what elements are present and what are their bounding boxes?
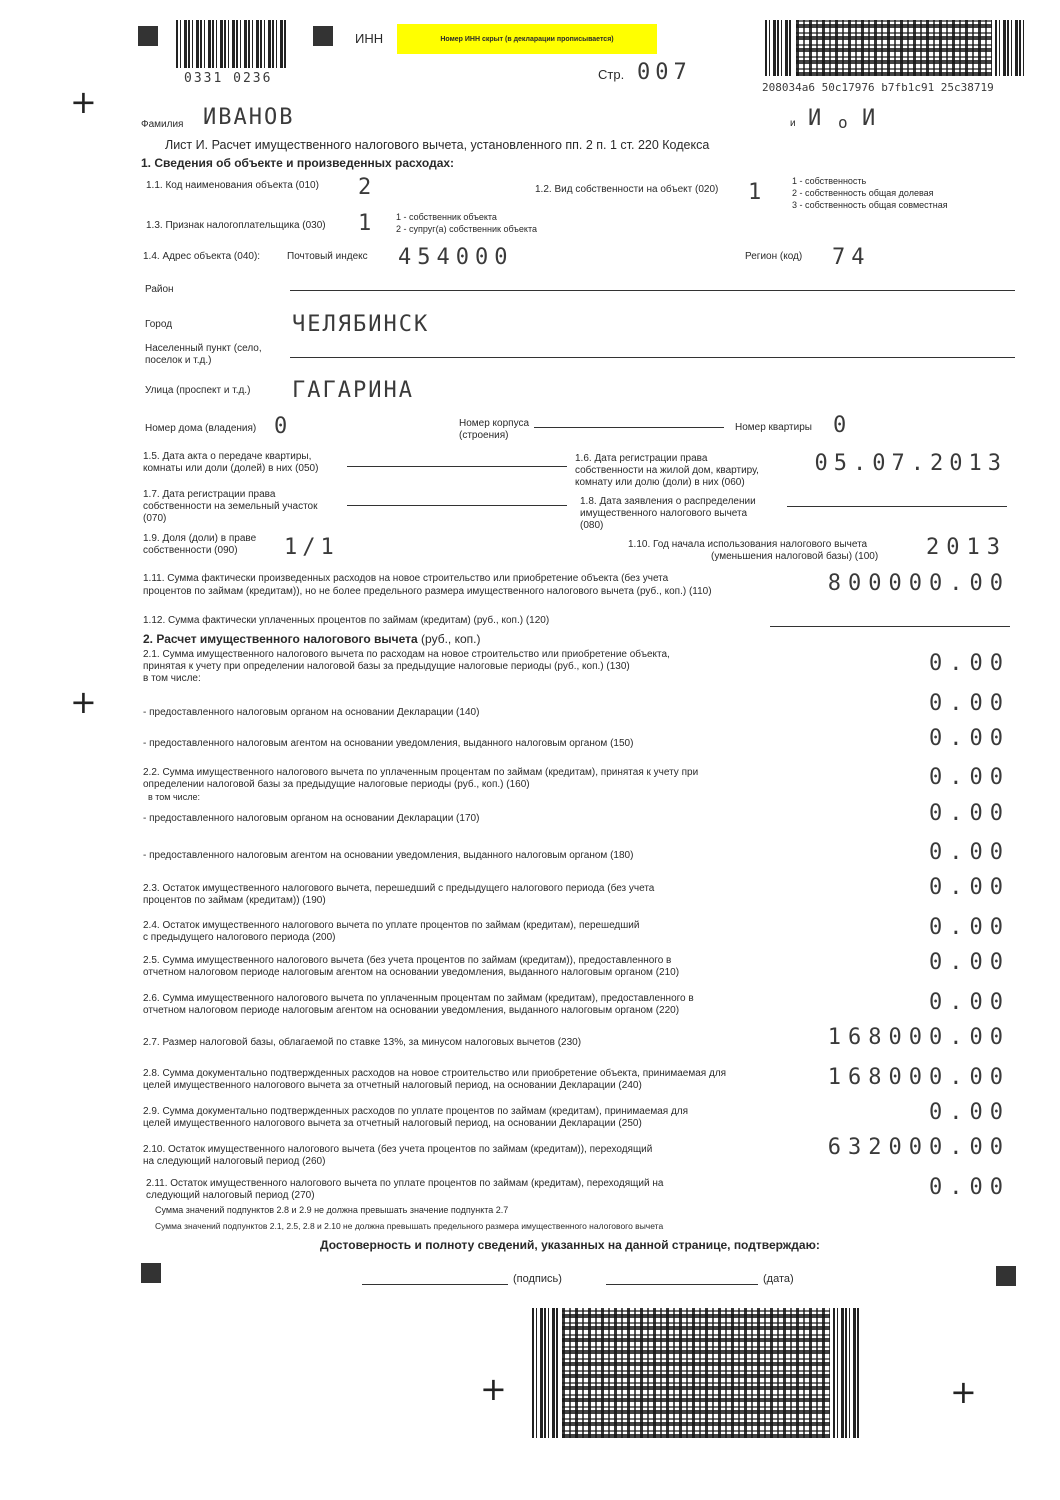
building-input-line[interactable] [534, 427, 724, 428]
initials-label: и [790, 118, 796, 129]
street-value: ГАГАРИНА [292, 378, 414, 403]
field-1-2-label: 1.2. Вид собственности на объект (020) [535, 184, 719, 195]
field-1-5-input-line[interactable] [347, 466, 567, 467]
confirmation-statement: Достоверность и полноту сведений, указанных на данной странице, подтверждаю: [320, 1238, 820, 1252]
header-2d-barcode-right-strip [995, 20, 1027, 76]
header-2d-barcode [796, 20, 992, 76]
postal-code-value: 454000 [398, 245, 514, 270]
field-2-2-value: 0.00 [929, 765, 1010, 790]
house-value: 0 [274, 414, 288, 439]
initial-1: И [808, 106, 822, 131]
field-2-1-label-line-3: в том числе: [143, 673, 201, 684]
field-1-7-label-line-3: (070) [143, 513, 167, 524]
field-2-11-value: 0.00 [929, 1175, 1010, 1200]
settlement-label-line-1: Населенный пункт (село, [145, 343, 262, 354]
field-150-label: - предоставленного налоговым агентом на основании уведомления, выданного налоговым органом (150) [143, 738, 634, 749]
field-2-1-value: 0.00 [929, 651, 1010, 676]
region-value: 74 [832, 245, 871, 270]
field-2-6-label-line-1: 2.6. Сумма имущественного налогового вычета по уплаченным процентам по займам (кредитам), предоставленного в [143, 993, 694, 1004]
field-1-1-value: 2 [358, 175, 372, 200]
field-1-2-option-3: 3 - собственность общая совместная [792, 200, 948, 210]
header-2d-barcode-left-strip [765, 20, 793, 76]
settlement-label-line-2: поселок и т.д.) [145, 355, 212, 366]
field-2-11-label-line-1: 2.11. Остаток имущественного налогового вычета по уплате процентов по займам (кредитам), переходящий на [146, 1178, 664, 1189]
field-2-9-value: 0.00 [929, 1100, 1010, 1125]
building-label-line-2: (строения) [459, 430, 509, 441]
field-2-7-value: 168000.00 [827, 1025, 1010, 1050]
page-label: Стр. [598, 67, 625, 82]
crosshair-mark-middle-left: + [70, 683, 97, 721]
region-label: Регион (код) [745, 251, 803, 262]
field-1-3-label: 1.3. Признак налогоплательщика (030) [146, 220, 326, 231]
field-150-value: 0.00 [929, 726, 1010, 751]
footer-2d-barcode [562, 1308, 830, 1438]
surname-label: Фамилия [141, 119, 184, 130]
field-2-5-value: 0.00 [929, 950, 1010, 975]
validation-note-2: Сумма значений подпунктов 2.1, 2.5, 2.8 и 2.10 не должна превышать предельного размера имущественного налогового вычета [155, 1221, 664, 1231]
field-1-12-label: 1.12. Сумма фактически уплаченных процентов по займам (кредитам) (руб., коп.) (120) [143, 615, 550, 626]
field-2-4-value: 0.00 [929, 915, 1010, 940]
field-1-11-label-line-1: 1.11. Сумма фактически произведенных расходов на новое строительство или приобретение объекта (без учета [143, 573, 669, 584]
crosshair-mark-bottom-center: + [480, 1370, 507, 1408]
field-1-2-option-1: 1 - собственность [792, 176, 867, 186]
house-label: Номер дома (владения) [145, 423, 257, 434]
initial-separator: о [838, 113, 848, 132]
city-label: Город [145, 319, 173, 330]
registration-mark-bottom-left [141, 1263, 161, 1283]
field-2-9-label-line-2: целей имущественного налогового вычета за отчетный налоговый период, на основании Декларации (250) [143, 1118, 642, 1129]
field-2-5-label-line-1: 2.5. Сумма имущественного налогового вычета (без учета процентов по займам (кредитам)), предоставленного в [143, 955, 672, 966]
field-140-value: 0.00 [929, 691, 1010, 716]
field-1-8-label-line-3: (080) [580, 520, 604, 531]
validation-note-1: Сумма значений подпунктов 2.8 и 2.9 не должна превышать значение подпункта 2.7 [155, 1205, 509, 1215]
district-input-line[interactable] [290, 290, 1015, 291]
field-2-8-label-line-1: 2.8. Сумма документально подтвержденных расходов на новое строительство или приобретение объекта, принимаемая для [143, 1068, 727, 1079]
sheet-title: Лист И. Расчет имущественного налогового вычета, установленного пп. 2 п. 1 ст. 220 Кодекса [165, 138, 710, 152]
field-1-3-option-1: 1 - собственник объекта [396, 212, 497, 222]
field-2-10-value: 632000.00 [827, 1135, 1010, 1160]
inn-hidden-note-text: Номер ИНН скрыт (в декларации прописывается) [440, 35, 614, 43]
settlement-input-line[interactable] [290, 357, 1015, 358]
field-1-3-value: 1 [358, 211, 372, 236]
crosshair-mark-top-left: + [70, 83, 97, 121]
document-hash: 208034a6 50c17976 b7fb1c91 25c38719 [762, 81, 994, 94]
field-2-5-label-line-2: отчетном налоговом периоде налоговым агентом на основании уведомления, выданного налоговым органом (210) [143, 967, 680, 978]
registration-mark-top-left [138, 26, 158, 46]
field-2-6-label-line-2: отчетном налоговом периоде налоговым агентом на основании уведомления, выданного налоговым органом (220) [143, 1005, 680, 1016]
field-1-11-label-line-2: процентов по займам (кредитам)), но не более предельного размера имущественного налогового вычета (руб., коп.) (110) [143, 586, 712, 597]
field-1-7-label-line-2: собственности на земельный участок [143, 501, 318, 512]
field-1-9-value: 1/1 [284, 535, 339, 560]
registration-mark-bottom-right [996, 1266, 1016, 1286]
field-1-10-value: 2013 [926, 535, 1007, 560]
city-value: ЧЕЛЯБИНСК [292, 312, 430, 337]
field-2-8-label-line-2: целей имущественного налогового вычета за отчетный налоговый период, на основании Декларации (240) [143, 1080, 642, 1091]
field-2-6-value: 0.00 [929, 990, 1010, 1015]
linear-barcode [176, 20, 288, 68]
field-1-6-label-line-3: комнату или долю (доли) в них (060) [575, 477, 745, 488]
signature-input-line[interactable] [362, 1284, 508, 1285]
date-input-line[interactable] [606, 1284, 758, 1285]
inn-label: ИНН [355, 31, 384, 46]
field-2-2-label-line-1: 2.2. Сумма имущественного налогового вычета по уплаченным процентам по займам (кредитам), принятая к учету при [143, 767, 699, 778]
field-1-6-value: 05.07.2013 [814, 451, 1007, 476]
section1-title: 1. Сведения об объекте и произведенных расходах: [141, 156, 455, 170]
field-2-9-label-line-1: 2.9. Сумма документально подтвержденных расходов по уплате процентов по займам (кредитам), принимаемая для [143, 1106, 689, 1117]
flat-label: Номер квартиры [735, 422, 812, 433]
field-1-2-value: 1 [748, 180, 762, 205]
field-170-label: - предоставленного налоговым органом на основании Декларации (170) [143, 813, 480, 824]
field-1-1-label: 1.1. Код наименования объекта (010) [146, 180, 319, 191]
field-180-value: 0.00 [929, 840, 1010, 865]
field-2-11-label-line-2: следующий налоговый период (270) [146, 1190, 315, 1201]
field-1-4-label: 1.4. Адрес объекта (040): [143, 251, 261, 262]
field-140-label: - предоставленного налоговым органом на основании Декларации (140) [143, 707, 480, 718]
barcode-number: 0331 0236 [184, 71, 273, 86]
field-1-10-label-line-2: (уменьшения налоговой базы) (100) [711, 551, 879, 562]
field-1-6-label-line-1: 1.6. Дата регистрации права [575, 453, 708, 464]
postal-code-label: Почтовый индекс [287, 251, 368, 262]
field-180-label: - предоставленного налоговым агентом на основании уведомления, выданного налоговым органом (180) [143, 850, 634, 861]
field-2-3-value: 0.00 [929, 875, 1010, 900]
field-1-2-option-2: 2 - собственность общая долевая [792, 188, 934, 198]
street-label: Улица (проспект и т.д.) [145, 385, 251, 396]
footer-2d-barcode-left-strip [532, 1308, 558, 1438]
field-2-10-label-line-1: 2.10. Остаток имущественного налогового вычета (без учета процентов по займам (кредитам)), переходящий [143, 1144, 653, 1155]
field-2-1-label-line-1: 2.1. Сумма имущественного налогового вычета по расходам на новое строительство или приобретение объекта, [143, 649, 670, 660]
field-1-5-label-line-2: комнаты или доли (долей) в них (050) [143, 463, 319, 474]
field-1-9-label-line-2: собственности (090) [143, 545, 238, 556]
field-1-9-label-line-1: 1.9. Доля (доли) в праве [143, 533, 257, 544]
section2-title-row [143, 632, 480, 646]
footer-2d-barcode-right-strip [833, 1308, 860, 1438]
field-2-1-label-line-2: принятая к учету при определении налоговой базы за предыдущие налоговые периоды (руб., коп.) (130) [143, 661, 630, 672]
crosshair-mark-bottom-right: + [950, 1373, 977, 1411]
field-2-2-label-line-3: в том числе: [148, 792, 200, 802]
field-2-4-label-line-1: 2.4. Остаток имущественного налогового вычета по уплате процентов по займам (кредитам), перешедший [143, 920, 640, 931]
section2-title-suffix: (руб., коп.) [421, 632, 481, 646]
field-1-3-option-2: 2 - супруг(а) собственник объекта [396, 224, 537, 234]
page-number: 007 [637, 60, 692, 85]
date-label: (дата) [763, 1273, 794, 1285]
field-2-4-label-line-2: с предыдущего налогового периода (200) [143, 932, 336, 943]
district-label: Район [145, 284, 174, 295]
field-170-value: 0.00 [929, 801, 1010, 826]
field-2-3-label-line-2: процентов по займам (кредитам)) (190) [143, 895, 326, 906]
field-2-3-label-line-1: 2.3. Остаток имущественного налогового вычета, перешедший с предыдущего налогового периода (без учета [143, 883, 655, 894]
section2-title: 2. Расчет имущественного налогового вычета [143, 632, 418, 646]
surname-value: ИВАНОВ [203, 105, 295, 130]
inn-hidden-note [397, 24, 657, 54]
field-1-7-label-line-1: 1.7. Дата регистрации права [143, 489, 276, 500]
field-1-10-label-line-1: 1.10. Год начала использования налогового вычета [628, 539, 868, 550]
field-1-8-label-line-1: 1.8. Дата заявления о распределении [580, 496, 756, 507]
signature-label: (подпись) [513, 1273, 562, 1285]
field-1-7-input-line[interactable] [347, 505, 567, 506]
registration-mark-top-center [313, 26, 333, 46]
field-1-8-input-line[interactable] [787, 506, 1007, 507]
field-1-5-label-line-1: 1.5. Дата акта о передаче квартиры, [143, 451, 312, 462]
field-2-7-label: 2.7. Размер налоговой базы, облагаемой по ставке 13%, за минусом налоговых вычетов (230) [143, 1037, 582, 1048]
field-1-6-label-line-2: собственности на жилой дом, квартиру, [575, 465, 759, 476]
building-label-line-1: Номер корпуса [459, 418, 530, 429]
field-1-12-input-line[interactable] [770, 626, 1010, 627]
field-1-8-label-line-2: имущественного налогового вычета [580, 508, 748, 519]
field-1-11-value: 800000.00 [827, 571, 1010, 596]
initial-2: И [862, 106, 876, 131]
field-2-10-label-line-2: на следующий налоговый период (260) [143, 1156, 326, 1167]
field-2-2-label-line-2: определении налоговой базы за предыдущие налоговые периоды (руб., коп.) (160) [143, 779, 530, 790]
flat-value: 0 [833, 413, 847, 438]
field-2-8-value: 168000.00 [827, 1065, 1010, 1090]
